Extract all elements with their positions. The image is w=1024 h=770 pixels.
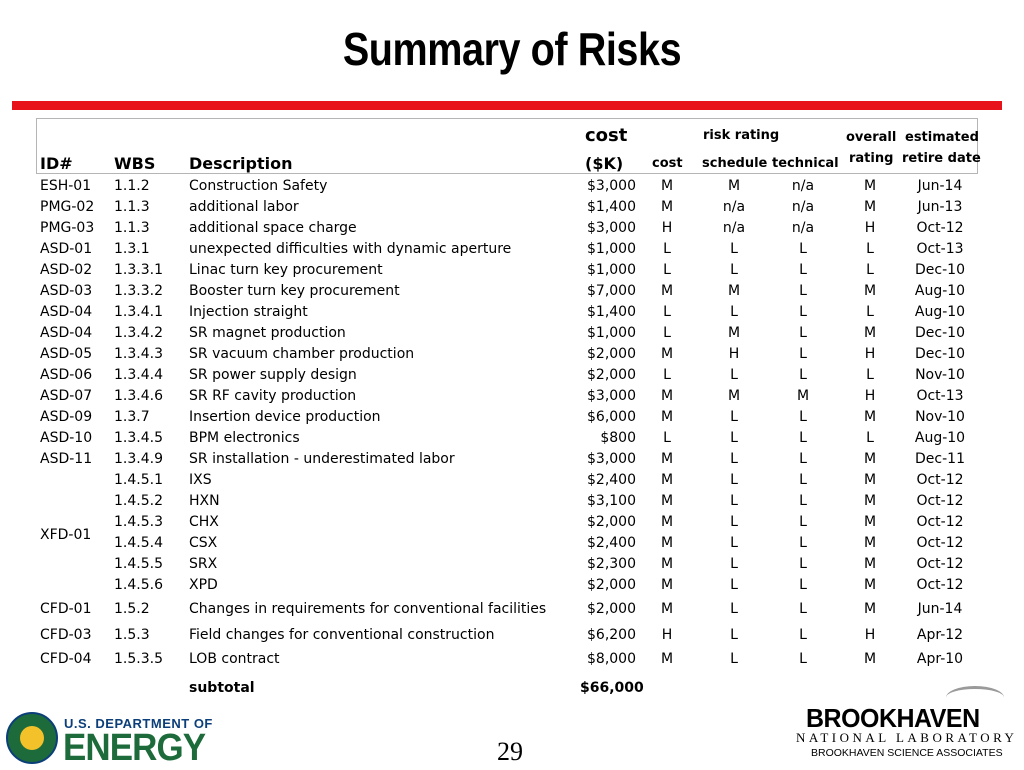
row-rating-technical: M: [796, 388, 810, 404]
table-row: [0, 575, 1024, 596]
header-retire-line1: estimated: [905, 130, 979, 145]
table-row: [0, 407, 1024, 428]
subtotal-label: subtotal: [189, 680, 255, 696]
row-retire-date: Oct-12: [916, 514, 964, 530]
row-description: Insertion device production: [189, 409, 381, 425]
table-row: [0, 197, 1024, 218]
row-rating-cost: M: [660, 178, 674, 194]
row-rating-technical: n/a: [791, 199, 815, 215]
doe-logo: [6, 712, 216, 768]
row-rating-schedule: M: [727, 178, 741, 194]
row-rating-schedule: L: [730, 409, 738, 425]
table-row: [0, 302, 1024, 323]
table-row: [0, 512, 1024, 533]
row-overall-rating: L: [866, 262, 874, 278]
row-rating-schedule: L: [730, 535, 738, 551]
row-cost: $1,000: [587, 262, 636, 278]
row-rating-schedule: L: [730, 556, 738, 572]
row-rating-schedule: L: [730, 651, 738, 667]
row-cost: $1,400: [587, 199, 636, 215]
row-retire-date: Jun-13: [917, 199, 963, 215]
header-rating-technical: technical: [772, 156, 839, 171]
row-rating-cost: M: [660, 535, 674, 551]
row-description: HXN: [189, 493, 220, 509]
row-id: ASD-10: [40, 430, 93, 446]
row-rating-schedule: L: [730, 601, 738, 617]
row-id: ASD-04: [40, 304, 93, 320]
row-wbs: 1.3.4.4: [114, 367, 163, 383]
row-rating-technical: L: [799, 262, 807, 278]
row-overall-rating: M: [863, 325, 877, 341]
row-overall-rating: M: [863, 577, 877, 593]
table-row: [0, 365, 1024, 386]
row-overall-rating: M: [863, 472, 877, 488]
doe-seal-icon: [6, 712, 58, 764]
table-row: [0, 239, 1024, 260]
row-wbs: 1.3.3.2: [114, 283, 163, 299]
row-retire-date: Oct-12: [916, 556, 964, 572]
row-wbs: 1.1.3: [114, 199, 150, 215]
row-id: CFD-01: [40, 601, 92, 617]
row-overall-rating: H: [864, 346, 876, 362]
row-overall-rating: M: [863, 178, 877, 194]
row-wbs: 1.4.5.1: [114, 472, 163, 488]
row-cost: $1,400: [587, 304, 636, 320]
row-retire-date: Aug-10: [914, 430, 966, 446]
row-rating-schedule: L: [730, 627, 738, 643]
row-wbs: 1.1.2: [114, 178, 150, 194]
row-retire-date: Oct-12: [916, 577, 964, 593]
header-id: ID#: [40, 154, 73, 173]
row-id: ASD-06: [40, 367, 93, 383]
row-rating-schedule: L: [730, 262, 738, 278]
row-cost: $2,000: [587, 577, 636, 593]
row-wbs: 1.5.2: [114, 601, 150, 617]
row-rating-schedule: n/a: [722, 220, 746, 236]
bnl-logo-assoc: BROOKHAVEN SCIENCE ASSOCIATES: [811, 747, 1003, 759]
row-description: SRX: [189, 556, 218, 572]
row-retire-date: Oct-13: [916, 241, 964, 257]
row-description: SR RF cavity production: [189, 388, 357, 404]
row-rating-technical: L: [799, 367, 807, 383]
row-rating-technical: L: [799, 325, 807, 341]
row-description: CHX: [189, 514, 219, 530]
row-overall-rating: M: [863, 409, 877, 425]
row-rating-cost: M: [660, 283, 674, 299]
row-rating-cost: H: [661, 220, 673, 236]
row-rating-schedule: L: [730, 241, 738, 257]
row-id: CFD-03: [40, 627, 92, 643]
row-wbs: 1.4.5.2: [114, 493, 163, 509]
row-cost: $3,000: [587, 220, 636, 236]
row-overall-rating: H: [864, 388, 876, 404]
row-wbs: 1.3.4.3: [114, 346, 163, 362]
row-wbs: 1.4.5.4: [114, 535, 163, 551]
row-rating-cost: M: [660, 346, 674, 362]
row-rating-technical: L: [799, 409, 807, 425]
bnl-logo-name: BROOKHAVEN: [806, 703, 980, 733]
row-cost: $800: [600, 430, 636, 446]
row-overall-rating: L: [866, 367, 874, 383]
header-overall-line2: rating: [849, 151, 894, 166]
header-cost-line1: cost: [585, 125, 628, 146]
table-row: [0, 599, 1024, 620]
row-rating-cost: M: [660, 556, 674, 572]
table-row: [0, 323, 1024, 344]
row-retire-date: Dec-10: [915, 325, 965, 341]
row-wbs: 1.4.5.3: [114, 514, 163, 530]
row-retire-date: Oct-12: [916, 535, 964, 551]
row-cost: $1,000: [587, 241, 636, 257]
row-description: CSX: [189, 535, 218, 551]
row-retire-date: Jun-14: [917, 601, 963, 617]
row-wbs: 1.3.1: [114, 241, 150, 257]
table-row: [0, 491, 1024, 512]
row-cost: $2,300: [587, 556, 636, 572]
row-wbs: 1.3.4.1: [114, 304, 163, 320]
row-description: SR magnet production: [189, 325, 346, 341]
row-description: LOB contract: [189, 651, 280, 667]
row-cost: $2,000: [587, 367, 636, 383]
row-rating-schedule: L: [730, 430, 738, 446]
row-retire-date: Dec-10: [915, 346, 965, 362]
row-rating-cost: L: [663, 262, 671, 278]
table-row: [0, 428, 1024, 449]
row-cost: $2,000: [587, 514, 636, 530]
row-rating-technical: L: [799, 472, 807, 488]
row-rating-cost: L: [663, 367, 671, 383]
row-rating-technical: n/a: [791, 220, 815, 236]
row-wbs: 1.1.3: [114, 220, 150, 236]
row-retire-date: Dec-10: [915, 262, 965, 278]
row-wbs: 1.3.4.9: [114, 451, 163, 467]
doe-logo-top: U.S. DEPARTMENT OF: [64, 716, 213, 731]
row-cost: $2,000: [587, 601, 636, 617]
row-rating-technical: L: [799, 627, 807, 643]
header-rating-schedule: schedule: [702, 156, 768, 171]
row-rating-schedule: L: [730, 493, 738, 509]
row-id: CFD-04: [40, 651, 92, 667]
row-description: SR installation - underestimated labor: [189, 451, 455, 467]
row-description: additional labor: [189, 199, 299, 215]
row-retire-date: Dec-11: [915, 451, 965, 467]
title-divider-bar: [12, 101, 1002, 110]
table-row: [0, 386, 1024, 407]
row-id: ASD-01: [40, 241, 93, 257]
table-row: [0, 533, 1024, 554]
row-retire-date: Jun-14: [917, 178, 963, 194]
row-retire-date: Apr-12: [916, 627, 964, 643]
row-id: ASD-11: [40, 451, 93, 467]
header-retire-line2: retire date: [902, 151, 981, 166]
row-id: PMG-03: [40, 220, 95, 236]
row-rating-schedule: L: [730, 514, 738, 530]
row-retire-date: Apr-10: [916, 651, 964, 667]
row-rating-technical: L: [799, 514, 807, 530]
row-rating-technical: L: [799, 601, 807, 617]
row-id: ASD-07: [40, 388, 93, 404]
row-rating-technical: L: [799, 346, 807, 362]
header-risk-rating: risk rating: [703, 128, 780, 143]
row-description: BPM electronics: [189, 430, 300, 446]
row-cost: $8,000: [587, 651, 636, 667]
header-wbs: WBS: [114, 154, 156, 173]
row-overall-rating: L: [866, 241, 874, 257]
table-row: [0, 218, 1024, 239]
row-rating-technical: n/a: [791, 178, 815, 194]
row-overall-rating: M: [863, 535, 877, 551]
row-rating-technical: L: [799, 493, 807, 509]
row-cost: $6,000: [587, 409, 636, 425]
row-wbs: 1.3.7: [114, 409, 150, 425]
row-overall-rating: M: [863, 514, 877, 530]
row-rating-technical: L: [799, 241, 807, 257]
row-wbs: 1.4.5.6: [114, 577, 163, 593]
row-id: ASD-09: [40, 409, 93, 425]
row-rating-cost: M: [660, 472, 674, 488]
row-retire-date: Oct-12: [916, 472, 964, 488]
row-id: ASD-02: [40, 262, 93, 278]
row-id: ESH-01: [40, 178, 92, 194]
table-row: [0, 649, 1024, 670]
header-rating-cost: cost: [652, 156, 683, 171]
xfd-group-id: XFD-01: [40, 527, 92, 543]
table-row: [0, 176, 1024, 197]
row-overall-rating: M: [863, 283, 877, 299]
bnl-logo-lab: NATIONAL LABORATORY: [796, 730, 1018, 745]
row-description: Linac turn key procurement: [189, 262, 383, 278]
row-retire-date: Oct-12: [916, 220, 964, 236]
row-wbs: 1.3.3.1: [114, 262, 163, 278]
row-rating-cost: M: [660, 451, 674, 467]
row-cost: $3,000: [587, 451, 636, 467]
subtotal-value: $66,000: [580, 680, 644, 696]
row-overall-rating: L: [866, 304, 874, 320]
header-description: Description: [189, 154, 293, 173]
row-rating-cost: M: [660, 651, 674, 667]
row-description: Booster turn key procurement: [189, 283, 400, 299]
table-row: [0, 260, 1024, 281]
row-rating-schedule: n/a: [722, 199, 746, 215]
row-rating-cost: M: [660, 577, 674, 593]
row-overall-rating: M: [863, 601, 877, 617]
table-row: [0, 625, 1024, 646]
row-id: ASD-04: [40, 325, 93, 341]
row-rating-cost: M: [660, 514, 674, 530]
row-wbs: 1.3.4.6: [114, 388, 163, 404]
row-rating-schedule: M: [727, 283, 741, 299]
row-rating-cost: L: [663, 241, 671, 257]
row-overall-rating: H: [864, 627, 876, 643]
row-rating-technical: L: [799, 451, 807, 467]
row-overall-rating: M: [863, 199, 877, 215]
header-overall-line1: overall: [846, 130, 897, 145]
row-rating-schedule: M: [727, 388, 741, 404]
row-description: additional space charge: [189, 220, 357, 236]
row-rating-cost: H: [661, 627, 673, 643]
row-description: unexpected difficulties with dynamic aperture: [189, 241, 512, 257]
row-retire-date: Aug-10: [914, 283, 966, 299]
table-row: [0, 449, 1024, 470]
row-id: PMG-02: [40, 199, 95, 215]
row-rating-schedule: M: [727, 325, 741, 341]
row-description: Field changes for conventional construction: [189, 627, 495, 643]
row-id: ASD-05: [40, 346, 93, 362]
row-rating-cost: L: [663, 304, 671, 320]
row-rating-technical: L: [799, 304, 807, 320]
row-description: IXS: [189, 472, 212, 488]
row-rating-schedule: L: [730, 472, 738, 488]
row-retire-date: Nov-10: [915, 409, 965, 425]
page-number: 29: [497, 737, 523, 766]
header-cost-line2: ($K): [585, 154, 624, 173]
table-row: [0, 344, 1024, 365]
row-rating-cost: M: [660, 601, 674, 617]
row-rating-schedule: L: [730, 304, 738, 320]
row-rating-schedule: H: [728, 346, 740, 362]
row-rating-technical: L: [799, 651, 807, 667]
row-id: ASD-03: [40, 283, 93, 299]
row-rating-cost: M: [660, 409, 674, 425]
row-wbs: 1.3.4.5: [114, 430, 163, 446]
row-rating-cost: L: [663, 325, 671, 341]
row-rating-schedule: L: [730, 451, 738, 467]
row-description: SR vacuum chamber production: [189, 346, 415, 362]
row-wbs: 1.4.5.5: [114, 556, 163, 572]
row-cost: $3,100: [587, 493, 636, 509]
row-cost: $3,000: [587, 388, 636, 404]
row-rating-cost: M: [660, 493, 674, 509]
row-description: Injection straight: [189, 304, 308, 320]
row-wbs: 1.5.3: [114, 627, 150, 643]
row-rating-cost: L: [663, 430, 671, 446]
row-retire-date: Aug-10: [914, 304, 966, 320]
table-row: [0, 281, 1024, 302]
row-retire-date: Oct-12: [916, 493, 964, 509]
row-wbs: 1.3.4.2: [114, 325, 163, 341]
row-cost: $1,000: [587, 325, 636, 341]
row-rating-technical: L: [799, 430, 807, 446]
row-wbs: 1.5.3.5: [114, 651, 163, 667]
bnl-logo: [796, 686, 1018, 766]
row-cost: $2,400: [587, 472, 636, 488]
row-overall-rating: M: [863, 556, 877, 572]
row-overall-rating: H: [864, 220, 876, 236]
row-overall-rating: M: [863, 493, 877, 509]
row-description: SR power supply design: [189, 367, 357, 383]
row-cost: $3,000: [587, 178, 636, 194]
row-rating-technical: L: [799, 577, 807, 593]
row-description: Construction Safety: [189, 178, 328, 194]
row-overall-rating: L: [866, 430, 874, 446]
row-retire-date: Oct-13: [916, 388, 964, 404]
row-cost: $6,200: [587, 627, 636, 643]
row-rating-technical: L: [799, 556, 807, 572]
row-rating-schedule: L: [730, 577, 738, 593]
row-cost: $7,000: [587, 283, 636, 299]
row-overall-rating: M: [863, 451, 877, 467]
row-description: XPD: [189, 577, 218, 593]
row-retire-date: Nov-10: [915, 367, 965, 383]
row-rating-cost: M: [660, 199, 674, 215]
row-rating-schedule: L: [730, 367, 738, 383]
table-row: [0, 554, 1024, 575]
row-overall-rating: M: [863, 651, 877, 667]
slide-title: Summary of Risks: [342, 23, 682, 75]
table-row: [0, 470, 1024, 491]
row-rating-technical: L: [799, 535, 807, 551]
doe-logo-main: ENERGY: [63, 727, 206, 769]
row-rating-technical: L: [799, 283, 807, 299]
row-description: Changes in requirements for conventional facilities: [189, 601, 547, 617]
row-cost: $2,400: [587, 535, 636, 551]
row-rating-cost: M: [660, 388, 674, 404]
row-cost: $2,000: [587, 346, 636, 362]
